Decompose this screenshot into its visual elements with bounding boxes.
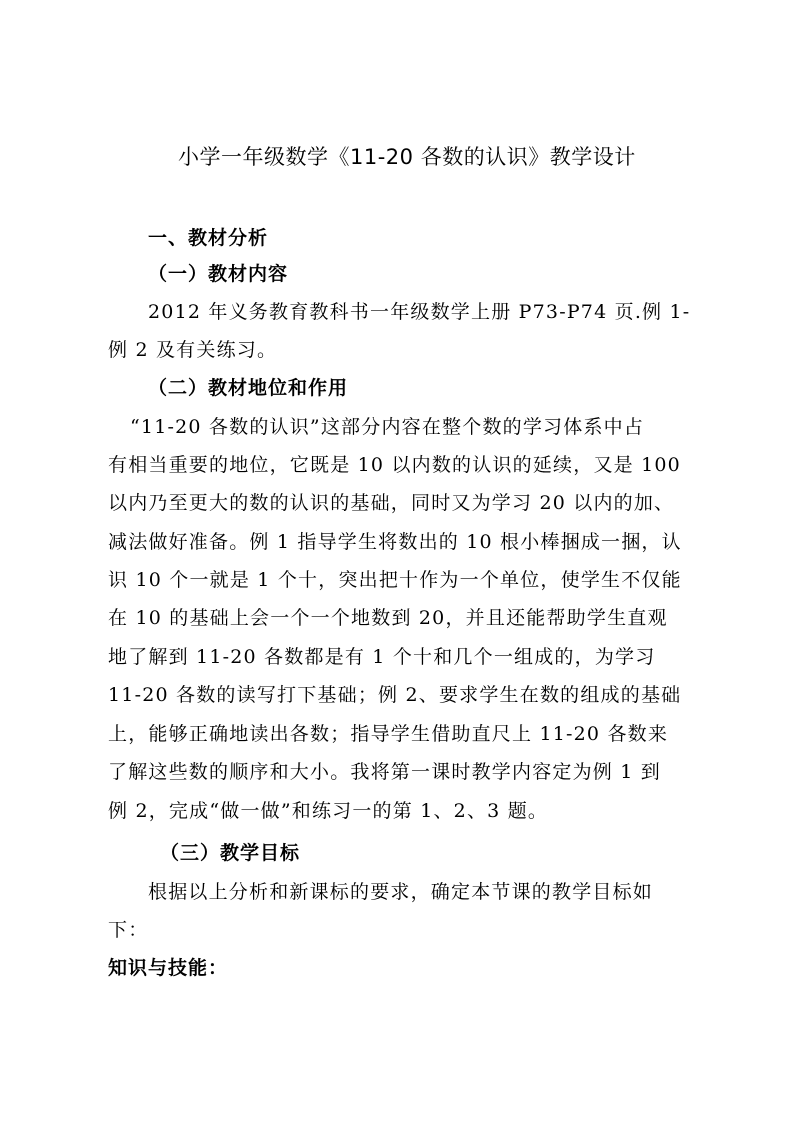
paragraph-line: 根据以上分析和新课标的要求，确定本节课的教学目标如 (148, 881, 654, 903)
subsection-heading-teaching-goals: （三）教学目标 (160, 842, 301, 864)
paragraph-line: 11-20 各数的读写打下基础；例 2、要求学生在数的组成的基础 (108, 684, 682, 706)
paragraph-line: 了解这些数的顺序和大小。我将第一课时教学内容定为例 1 到 (108, 761, 661, 783)
document-title: 小学一年级数学《11-20 各数的认识》教学设计 (178, 145, 636, 169)
paragraph-line: 2012 年义务教育教科书一年级数学上册 P73-P74 页.例 1- (148, 301, 691, 323)
paragraph-line: 以内乃至更大的数的认识的基础，同时又为学习 20 以内的加、 (108, 492, 675, 514)
paragraph-line: 有相当重要的地位，它既是 10 以内数的认识的延续，又是 100 (108, 454, 681, 476)
knowledge-skills-heading: 知识与技能： (108, 957, 229, 979)
paragraph-line: 例 2 及有关练习。 (108, 339, 278, 361)
paragraph-line: 地了解到 11-20 各数都是有 1 个十和几个一组成的，为学习 (108, 646, 656, 668)
paragraph-line: 例 2，完成“做一做”和练习一的第 1、2、3 题。 (108, 800, 549, 822)
subsection-heading-position-and-role: （二）教材地位和作用 (148, 377, 349, 399)
paragraph-line: 上，能够正确地读出各数；指导学生借助直尺上 11-20 各数来 (108, 723, 669, 745)
subsection-heading-content: （一）教材内容 (148, 263, 289, 285)
section-heading-teaching-material-analysis: 一、教材分析 (148, 227, 269, 249)
paragraph-line: “11-20 各数的认识”这部分内容在整个数的学习体系中占 (130, 416, 645, 438)
paragraph-line: 识 10 个一就是 1 个十，突出把十作为一个单位，使学生不仅能 (108, 569, 682, 591)
paragraph-line: 在 10 的基础上会一个一个地数到 20，并且还能帮助学生直观 (108, 607, 668, 629)
paragraph-line: 下： (108, 919, 149, 941)
paragraph-line: 减法做好准备。例 1 指导学生将数出的 10 根小棒捆成一捆，认 (108, 531, 682, 553)
